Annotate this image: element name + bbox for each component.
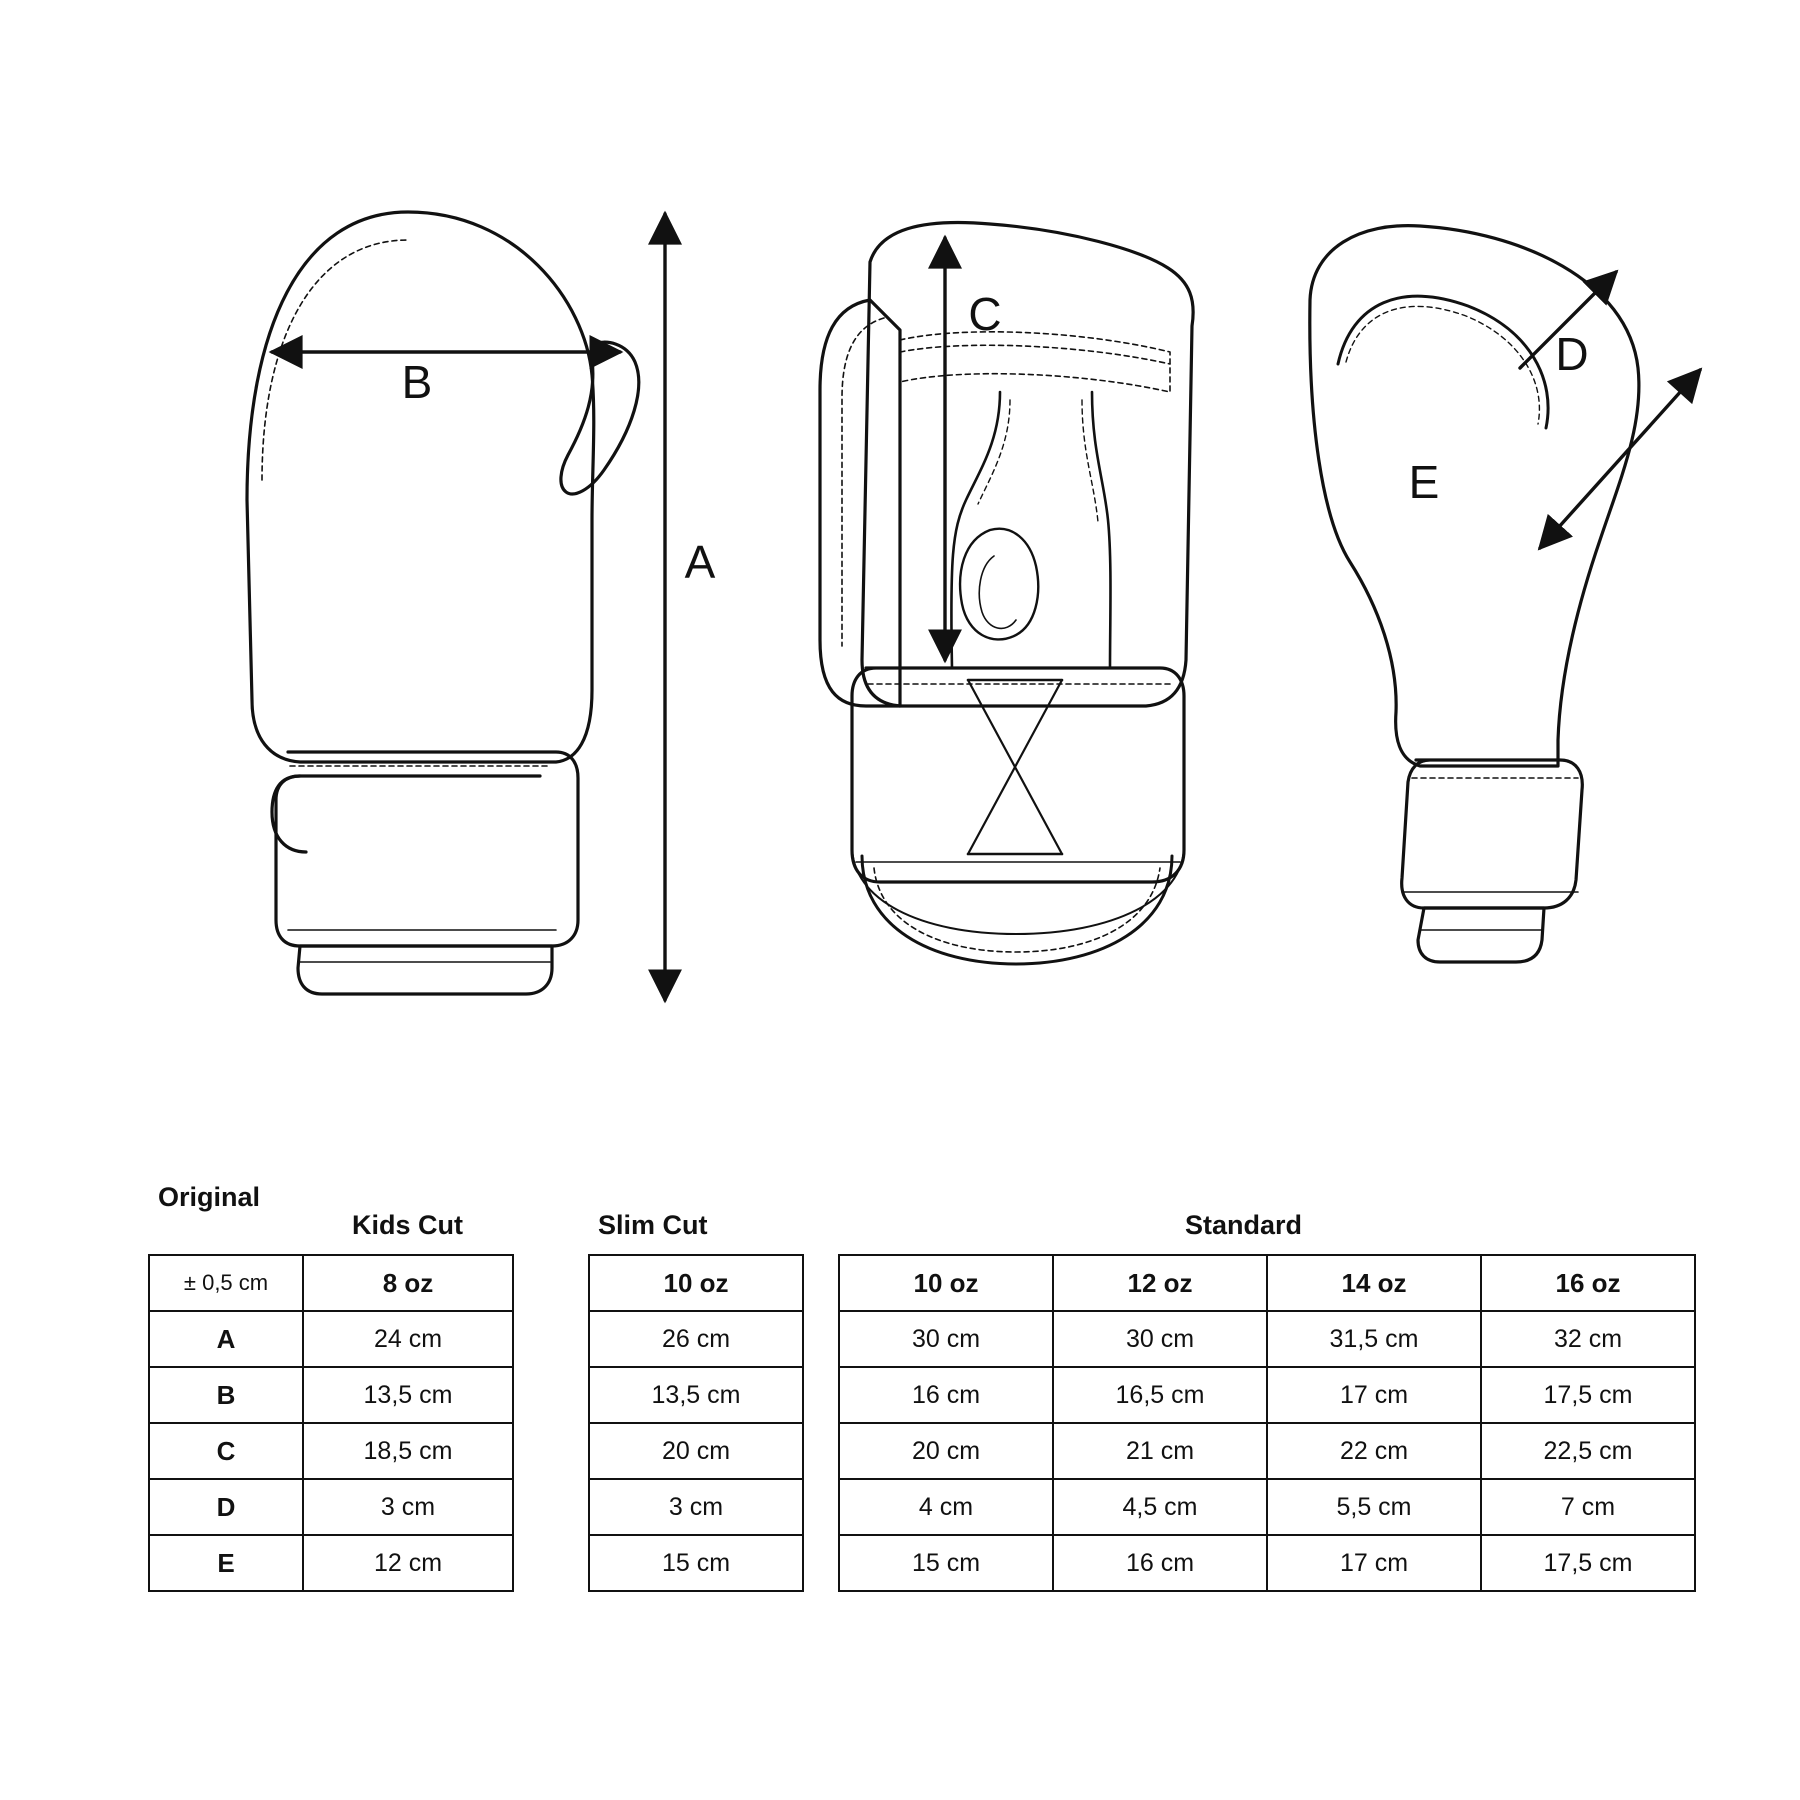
cell-std-c-10oz: 20 cm	[839, 1423, 1053, 1479]
slim-cut-table	[588, 1254, 804, 1592]
table-row	[589, 1479, 803, 1535]
table-row	[839, 1479, 1695, 1535]
row-label-d: D	[149, 1479, 303, 1535]
dimension-label-e: E	[1408, 456, 1440, 508]
dimension-e-arrow	[1540, 370, 1700, 548]
palm-view-glove	[820, 223, 1193, 964]
cell-std-b-16oz: 17,5 cm	[1481, 1367, 1695, 1423]
cell-kids-e: 12 cm	[303, 1535, 513, 1591]
cell-std-b-14oz: 17 cm	[1267, 1367, 1481, 1423]
front-view-glove	[247, 212, 639, 994]
table-header-row	[839, 1255, 1695, 1311]
cell-std-e-10oz: 15 cm	[839, 1535, 1053, 1591]
table-header-row	[149, 1255, 513, 1311]
side-view-glove	[1310, 226, 1639, 962]
kids-cut-caption: Kids Cut	[352, 1210, 463, 1240]
table-row	[149, 1367, 513, 1423]
cell-std-d-16oz: 7 cm	[1481, 1479, 1695, 1535]
cell-std-d-14oz: 5,5 cm	[1267, 1479, 1481, 1535]
cell-std-e-14oz: 17 cm	[1267, 1535, 1481, 1591]
cell-std-a-16oz: 32 cm	[1481, 1311, 1695, 1367]
cell-std-d-10oz: 4 cm	[839, 1479, 1053, 1535]
standard-table	[838, 1254, 1696, 1592]
cell-slim-e: 15 cm	[589, 1535, 803, 1591]
dimension-label-d: D	[1555, 328, 1589, 380]
cell-slim-a: 26 cm	[589, 1311, 803, 1367]
cell-std-b-10oz: 16 cm	[839, 1367, 1053, 1423]
cell-std-c-14oz: 22 cm	[1267, 1423, 1481, 1479]
cell-std-e-16oz: 17,5 cm	[1481, 1535, 1695, 1591]
table-row	[589, 1311, 803, 1367]
tolerance-cell: ± 0,5 cm	[149, 1255, 303, 1311]
table-row	[839, 1311, 1695, 1367]
row-label-c: C	[149, 1423, 303, 1479]
column-header-std-12oz: 12 oz	[1053, 1255, 1267, 1311]
cell-std-c-16oz: 22,5 cm	[1481, 1423, 1695, 1479]
table-header-row	[589, 1255, 803, 1311]
row-label-e: E	[149, 1535, 303, 1591]
cell-std-a-14oz: 31,5 cm	[1267, 1311, 1481, 1367]
cell-std-b-12oz: 16,5 cm	[1053, 1367, 1267, 1423]
cell-std-d-12oz: 4,5 cm	[1053, 1479, 1267, 1535]
table-row	[839, 1423, 1695, 1479]
table-row	[589, 1423, 803, 1479]
table-row	[149, 1479, 513, 1535]
kids-cut-table	[148, 1254, 514, 1592]
table-row	[149, 1535, 513, 1591]
table-row	[839, 1535, 1695, 1591]
cell-std-a-10oz: 30 cm	[839, 1311, 1053, 1367]
dimension-label-c: C	[968, 288, 1002, 340]
cell-std-c-12oz: 21 cm	[1053, 1423, 1267, 1479]
table-row	[149, 1311, 513, 1367]
column-header-slim-10oz: 10 oz	[589, 1255, 803, 1311]
row-label-b: B	[149, 1367, 303, 1423]
column-header-std-14oz: 14 oz	[1267, 1255, 1481, 1311]
cell-kids-c: 18,5 cm	[303, 1423, 513, 1479]
table-row	[589, 1535, 803, 1591]
section-title: Original	[158, 1182, 261, 1212]
slim-cut-caption: Slim Cut	[598, 1210, 708, 1240]
dimension-label-b: B	[401, 356, 433, 408]
table-row	[149, 1423, 513, 1479]
dimension-label-a: A	[684, 536, 716, 588]
row-label-a: A	[149, 1311, 303, 1367]
cell-std-a-12oz: 30 cm	[1053, 1311, 1267, 1367]
cell-kids-b: 13,5 cm	[303, 1367, 513, 1423]
cell-kids-d: 3 cm	[303, 1479, 513, 1535]
cell-kids-a: 24 cm	[303, 1311, 513, 1367]
cell-slim-b: 13,5 cm	[589, 1367, 803, 1423]
table-row	[839, 1367, 1695, 1423]
table-row	[589, 1367, 803, 1423]
cell-slim-c: 20 cm	[589, 1423, 803, 1479]
cell-slim-d: 3 cm	[589, 1479, 803, 1535]
size-tables	[0, 1060, 1800, 1800]
cell-std-e-12oz: 16 cm	[1053, 1535, 1267, 1591]
column-header-std-16oz: 16 oz	[1481, 1255, 1695, 1311]
column-header-kids-8oz: 8 oz	[303, 1255, 513, 1311]
standard-caption: Standard	[1185, 1210, 1303, 1240]
column-header-std-10oz: 10 oz	[839, 1255, 1053, 1311]
